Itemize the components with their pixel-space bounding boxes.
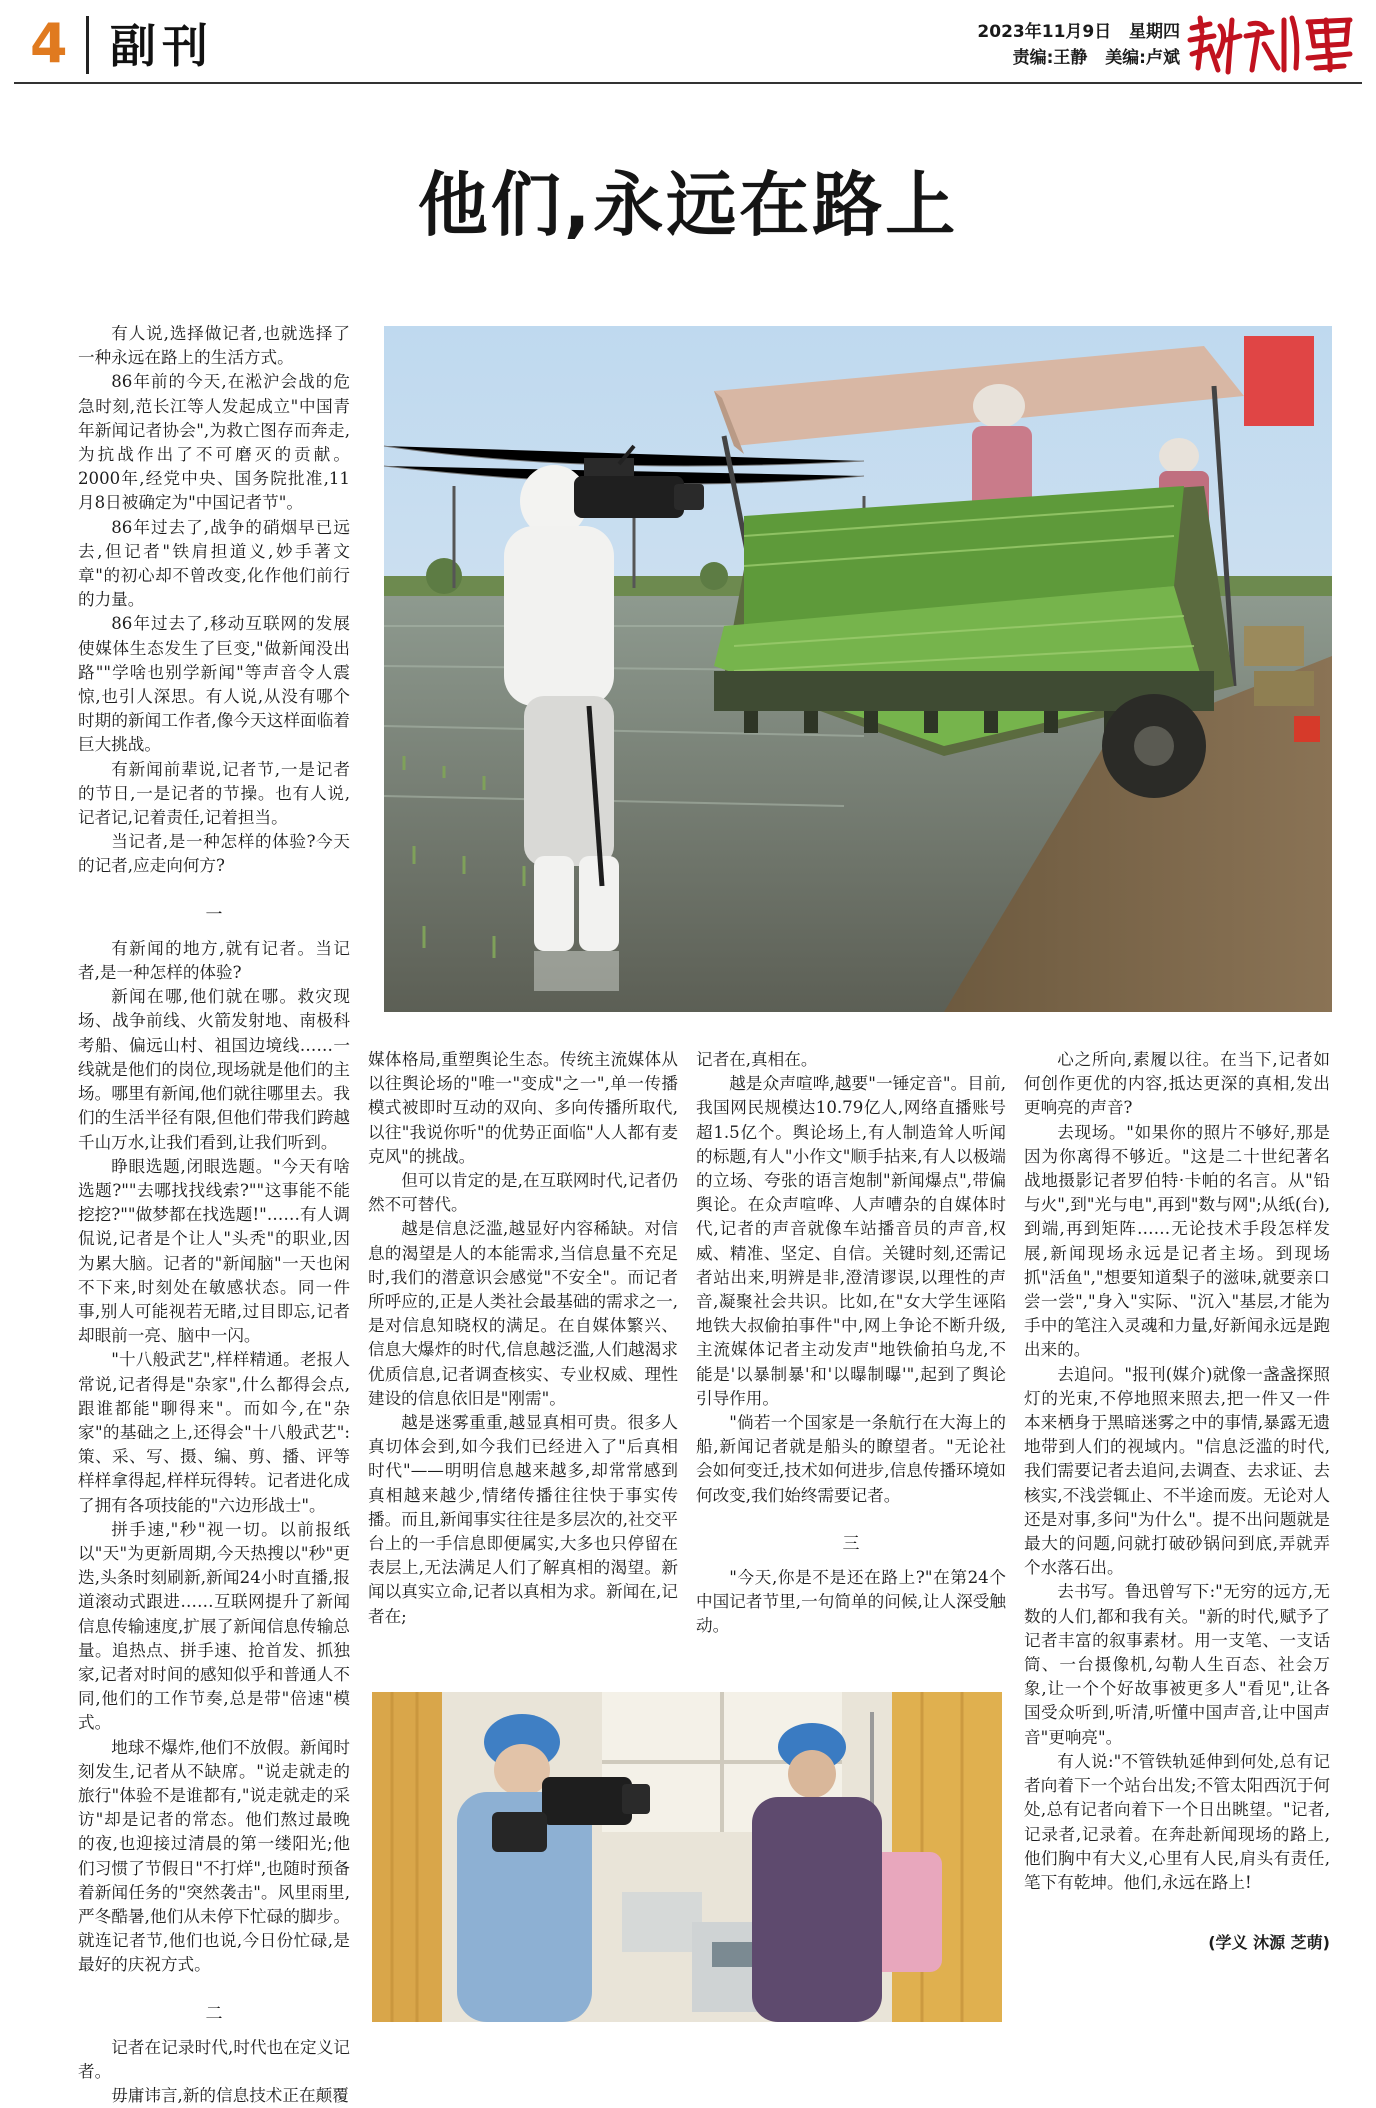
section-number-3: 三 <box>842 1533 860 1554</box>
paragraph: 但可以肯定的是,在互联网时代,记者仍然不可替代。 <box>368 1171 678 1215</box>
paragraph: 越是信息泛滥,越显好内容稀缺。对信息的渴望是人的本能需求,当信息量不充足时,我们的潜意识会感觉"不安全"。而记者所呼应的,正是人类社会最基础的需求之一,是对信息知晓权的满足。在自媒体繁兴、信息大爆炸的时代,信息越泛滥,人们越渴求优质信息,记者调查核实、专业权威、理性建设的信息依旧是"刚需"。 <box>368 1219 678 1408</box>
paragraph: 86年过去了,战争的硝烟早已远去,但记者"铁肩担道义,妙手著文章"的初心却不曾改变,化作他们前行的力量。 <box>78 517 350 610</box>
article-column-4 <box>1024 1048 1330 2028</box>
paragraph: 记者在记录时代,时代也在定义记者。 <box>78 2037 350 2082</box>
paragraph: 有新闻的地方,就有记者。当记者,是一种怎样的体验? <box>78 938 350 983</box>
paragraph: 新闻在哪,他们就在哪。救灾现场、战争前线、火箭发射地、南极科考船、偏远山村、祖国边境线……一线就是他们的岗位,现场就是他们的主场。哪里有新闻,他们就往哪里去。我们的生活半径有限,但他们带我们跨越千山万水,让我们看到,让我们听到。 <box>78 987 350 1152</box>
paragraph: 去现场。"如果你的照片不够好,那是因为你离得不够近。"这是二十世纪著名战地摄影记者罗伯特·卡帕的名言。从"铅与火",到"光与电",再到"数与网";从纸(台),到端,再到矩阵……无论技术手段怎样发展,新闻现场永远是记者主场。到现场抓"活鱼","想要知道梨子的滋味,就要亲口尝一尝","身入"实际、"沉入"基层,才能为手中的笔注入灵魂和力量,好新闻永远是跑出来的。 <box>1024 1122 1330 1360</box>
paragraph: 有人说,选择做记者,也就选择了一种永远在路上的生活方式。 <box>78 324 350 368</box>
hospital-photo-illustration <box>372 1692 1002 2022</box>
responsible-editor: 责编:王静 <box>1012 48 1088 68</box>
section-number-2: 二 <box>205 2003 223 2024</box>
paragraph: 睁眼选题,闭眼选题。"今天有啥选题?""去哪找找线索?""这事能不能挖挖?""做梦都在找选题!"……有人调侃说,记者是个让人"头秃"的职业,因为累大脑。记者的"新闻脑"一天也闲不下来,时刻处在敏感状态。同一件事,别人可能视若无睹,过目即忘,记者却眼前一亮、脑中一闪。 <box>78 1156 350 1346</box>
paragraph: 去追问。"报刊(媒介)就像一盏盏探照灯的光束,不停地照来照去,把一件又一件本来栖身于黑暗迷雾之中的事情,暴露无遗地带到人们的视域内。"信息泛滥的时代,我们需要记者去追问,去调查、去求证、去核实,不浅尝辄止、不半途而废。无论对人还是对事,多问"为什么"。提不出问题就是最大的问题,问就打破砂锅问到底,弄就弄个水落石出。 <box>1024 1364 1330 1578</box>
paragraph: 越是众声喧哗,越要"一锤定音"。目前,我国网民规模达10.79亿人,网络直播账号超1.5亿个。舆论场上,有人制造耸人听闻的标题,有人"小作文"顺手拈来,有人以极端的立场、夸张的语言炮制"新闻爆点",带偏舆论。在众声喧哗、人声嘈杂的自媒体时代,记者的声音就像车站播音员的声音,权威、精准、坚定、自信。关键时刻,还需记者站出来,明辨是非,澄清谬误,以理性的声音,凝聚社会共识。比如,在"女大学生诬陷地铁大叔偷拍事件"中,网上争论不断升级,主流媒体记者主动发声"地铁偷拍乌龙,不能是'以暴制暴'和'以曝制曝'",起到了舆论引导作用。 <box>696 1074 1006 1408</box>
photo-rice-field-reporter <box>384 326 1332 1012</box>
newspaper-logo <box>1180 10 1360 80</box>
art-editor: 美编:卢斌 <box>1105 48 1180 68</box>
masthead-divider <box>86 16 89 74</box>
paragraph: 86年前的今天,在淞沪会战的危急时刻,范长江等人发起成立"中国青年新闻记者协会",为救亡图存而奔走,为抗战作出了不可磨灭的贡献。2000年,经党中央、国务院批准,11月8日被确定为"中国记者节"。 <box>78 372 350 513</box>
rice-field-photo-illustration <box>384 326 1332 1012</box>
photo-hospital-reporting <box>372 1692 1002 2022</box>
issue-weekday: 星期四 <box>1129 22 1180 42</box>
newspaper-logo-calligraphy <box>1180 10 1360 80</box>
page-number: 4 <box>30 12 68 75</box>
paragraph: 86年过去了,移动互联网的发展使媒体生态发生了巨变,"做新闻没出路""学啥也别学新闻"等声音令人震惊,也引人深思。有人说,从没有哪个时期的新闻工作者,像今天这样面临着巨大挑战。 <box>78 614 350 755</box>
paragraph: "倘若一个国家是一条航行在大海上的船,新闻记者就是船头的瞭望者。"无论社会如何变迁,技术如何进步,信息传播环境如何改变,我们始终需要记者。 <box>696 1413 1006 1505</box>
masthead-rule <box>14 82 1362 84</box>
issue-date-line <box>960 20 1180 44</box>
paragraph: 有人说:"不管铁轨延伸到何处,总有记者向着下一个站台出发;不管太阳西沉于何处,总有记者向着下一个日出眺望。"记者,记录者,记录着。在奔赴新闻现场的路上,他们胸中有大义,心里有人民,肩头有责任,笔下有乾坤。他们,永远在路上! <box>1024 1751 1330 1892</box>
paragraph: "十八般武艺",样样精通。老报人常说,记者得是"杂家",什么都得会点,跟谁都能"聊得来"。而如今,在"杂家"的基础之上,还得会"十八般武艺":策、采、写、摄、编、剪、播、评等样样拿得起,样样玩得转。记者进化成了拥有各项技能的"六边形战士"。 <box>78 1350 350 1515</box>
paragraph: 地球不爆炸,他们不放假。新闻时刻发生,记者从不缺席。"说走就走的旅行"体验不是谁都有,"说走就走的采访"却是记者的常态。他们熬过最晚的夜,也迎接过清晨的第一缕阳光;他们习惯了节假日"不打烊",也随时预备着新闻任务的"突然袭击"。风里雨里,严冬酷暑,他们从未停下忙碌的脚步。就连记者节,他们也说,今日份忙碌,是最好的庆祝方式。 <box>78 1737 350 1975</box>
editor-credits <box>960 46 1180 70</box>
article-column-1 <box>78 322 350 2106</box>
section-name: 副刊 <box>110 19 214 73</box>
masthead <box>0 0 1376 86</box>
paragraph: 毋庸讳言,新的信息技术正在颠覆 <box>111 2086 349 2106</box>
article-column-3 <box>696 1048 1006 1678</box>
paragraph: 拼手速,"秒"视一切。以前报纸以"天"为更新周期,今天热搜以"秒"更迭,头条时刻刷新,新闻24小时直播,报道滚动式跟进……互联网提升了新闻信息传输速度,扩展了新闻信息传输总量。追热点、拼手速、抢首发、抓独家,记者对时间的感知似乎和普通人不同,他们的工作节奏,总是带"倍速"模式。 <box>78 1519 350 1733</box>
article-column-2 <box>368 1048 678 1678</box>
issue-date: 2023年11月9日 <box>977 22 1112 42</box>
section-number-1: 一 <box>205 904 223 925</box>
article-byline: (学义 沐源 芝萌) <box>1208 1933 1330 1953</box>
paragraph: "今天,你是不是还在路上?"在第24个中国记者节里,一句简单的问候,让人深受触动。 <box>696 1568 1006 1636</box>
paragraph: 越是迷雾重重,越显真相可贵。很多人真切体会到,如今我们已经进入了"后真相时代"——明明信息越来越多,却常常感到真相越来越少,情绪传播往往快于事实传播。而且,新闻事实往往是多层次的,社交平台上的一手信息即便属实,大多也只停留在表层上,无法满足人们了解真相的渴望。新闻以真实立命,记者以真相为求。新闻在,记者在; <box>368 1413 678 1626</box>
paragraph: 去书写。鲁迅曾写下:"无穷的远方,无数的人们,都和我有关。"新的时代,赋予了记者丰富的叙事素材。用一支笔、一支话筒、一台摄像机,勾勒人生百态、社会万象,让一个个好故事被更多人"看见",让各国受众听到,听清,听懂中国声音,让中国声音"更响亮"。 <box>1024 1582 1330 1747</box>
paragraph: 有新闻前辈说,记者节,一是记者的节日,一是记者的节操。也有人说,记者记,记着责任,记着担当。 <box>78 759 350 828</box>
paragraph-continued: 记者在,真相在。 <box>696 1050 818 1069</box>
paragraph: 心之所向,素履以往。在当下,记者如何创作更优的内容,抵达更深的真相,发出更响亮的声音? <box>1024 1050 1330 1118</box>
paragraph: 当记者,是一种怎样的体验?今天的记者,应走向何方? <box>78 832 350 876</box>
paragraph-continued: 媒体格局,重塑舆论生态。传统主流媒体从以往舆论场的"唯一"变成"之一",单一传播模式被即时互动的双向、多向传播所取代,以往"我说你听"的优势正面临"人人都有麦克风"的挑战。 <box>368 1050 678 1166</box>
article-title: 他们,永远在路上 <box>417 164 959 246</box>
